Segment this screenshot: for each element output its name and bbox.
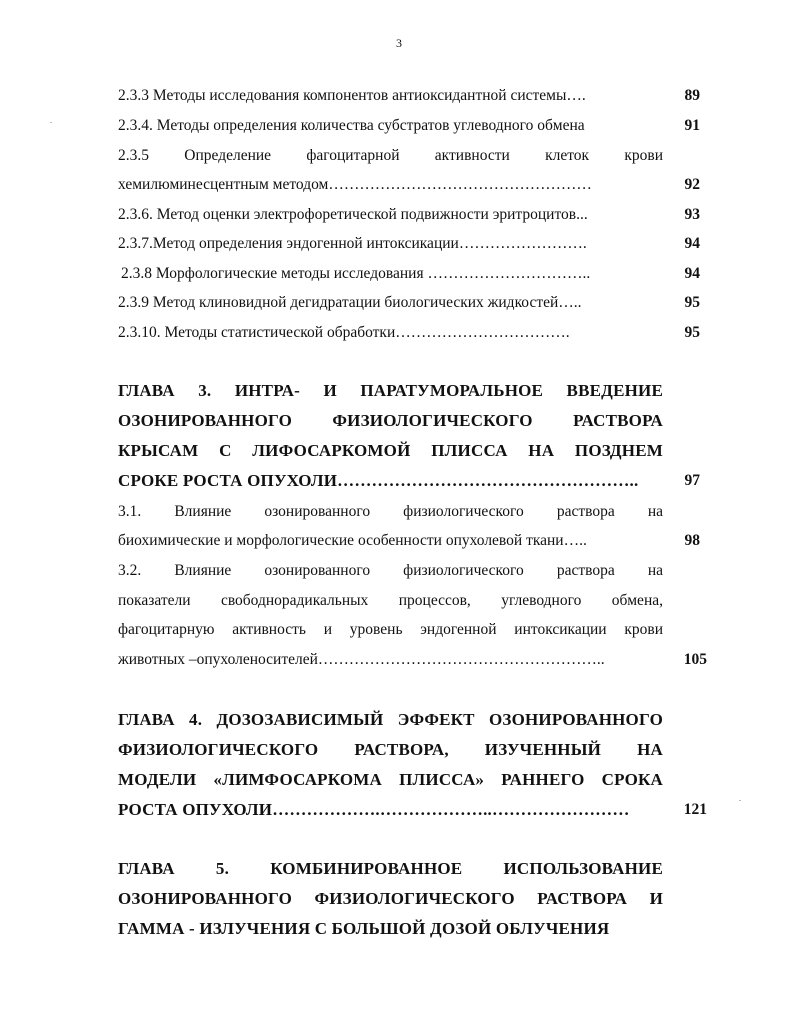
toc-page-ref-2-3-7: 94 (684, 235, 700, 252)
toc-page-ref-2-3-3: 89 (684, 87, 700, 104)
chapter-3-heading-line3: КРЫСАМ С ЛИФОСАРКОМОЙ ПЛИССА НА ПОЗДНЕМ (118, 441, 663, 460)
toc-entry-3-2-line1: 3.2. Влияние озонированного физиологического раствора на (118, 562, 663, 579)
toc-entry-3-2-line2: показатели свободнорадикальных процессов, углеводного обмена, (118, 592, 663, 609)
chapter-5-heading-line2: ОЗОНИРОВАННОГО ФИЗИОЛОГИЧЕСКОГО РАСТВОРА И (118, 889, 663, 908)
toc-page-ref-2-3-6: 93 (684, 206, 700, 223)
toc-entry-3-1-line1: 3.1. Влияние озонированного физиологического раствора на (118, 503, 663, 520)
toc-page-ref-3-2: 105 (683, 651, 707, 668)
toc-entry-3-1-line2: биохимические и морфологические особенности опухолевой ткани….. (118, 532, 587, 549)
toc-entry-3-2-line4: животных –опухоленосителей……………………………………………….. (118, 651, 605, 668)
chapter-4-heading-line2: ФИЗИОЛОГИЧЕСКОГО РАСТВОРА, ИЗУЧЕННЫЙ НА (118, 740, 663, 759)
toc-entry-2-3-4: 2.3.4. Методы определения количества субстратов углеводного обмена (118, 117, 585, 134)
chapter-4-heading-line1: ГЛАВА 4. ДОЗОЗАВИСИМЫЙ ЭФФЕКТ ОЗОНИРОВАННОГО (118, 710, 663, 729)
page-number: 3 (396, 36, 402, 50)
toc-entry-2-3-5-line2: хемилюминесцентным методом…………………………………………… (118, 176, 592, 193)
toc-page-ref-2-3-4: 91 (684, 117, 700, 134)
chapter-4-heading-line4: РОСТА ОПУХОЛИ……………….………………..…………………… (118, 800, 630, 819)
chapter-3-heading-line2: ОЗОНИРОВАННОГО ФИЗИОЛОГИЧЕСКОГО РАСТВОРА (118, 411, 663, 430)
toc-entry-2-3-9: 2.3.9 Метод клиновидной дегидратации биологических жидкостей….. (118, 294, 582, 311)
toc-page-ref-3-1: 98 (684, 532, 700, 549)
toc-page-ref-2-3-9: 95 (684, 294, 700, 311)
chapter-4-heading-line3: МОДЕЛИ «ЛИМФОСАРКОМА ПЛИССА» РАННЕГО СРОКА (118, 770, 663, 789)
toc-entry-2-3-8: 2.3.8 Морфологические методы исследования ………………………….. (121, 265, 591, 282)
toc-entry-2-3-7: 2.3.7.Метод определения эндогенной интоксикации……………………. (118, 235, 587, 252)
scan-speck (739, 800, 741, 801)
toc-entry-2-3-10: 2.3.10. Методы статистической обработки……………………………. (118, 324, 570, 341)
scan-speck (50, 122, 52, 123)
toc-page-ref-2-3-8: 94 (684, 265, 700, 282)
chapter-3-heading-line4: СРОКЕ РОСТА ОПУХОЛИ…………………………………………….. (118, 471, 639, 490)
toc-page-ref-ch3: 97 (684, 472, 700, 489)
toc-entry-2-3-5-line1: 2.3.5 Определение фагоцитарной активности клеток крови (118, 147, 663, 164)
toc-entry-2-3-3: 2.3.3 Методы исследования компонентов антиоксидантной системы…. (118, 87, 586, 104)
toc-entry-2-3-6: 2.3.6. Метод оценки электрофоретической подвижности эритроцитов... (118, 206, 588, 223)
toc-page-ref-2-3-10: 95 (684, 324, 700, 341)
toc-entry-3-2-line3: фагоцитарную активность и уровень эндогенной интоксикации крови (118, 621, 663, 638)
toc-page-ref-ch4: 121 (683, 801, 707, 818)
toc-page-ref-2-3-5: 92 (684, 176, 700, 193)
chapter-3-heading-line1: ГЛАВА 3. ИНТРА- И ПАРАТУМОРАЛЬНОЕ ВВЕДЕНИЕ (118, 381, 663, 400)
chapter-5-heading-line3: ГАММА - ИЗЛУЧЕНИЯ С БОЛЬШОЙ ДОЗОЙ ОБЛУЧЕНИЯ (118, 919, 610, 938)
chapter-5-heading-line1: ГЛАВА 5. КОМБИНИРОВАННОЕ ИСПОЛЬЗОВАНИЕ (118, 859, 663, 878)
